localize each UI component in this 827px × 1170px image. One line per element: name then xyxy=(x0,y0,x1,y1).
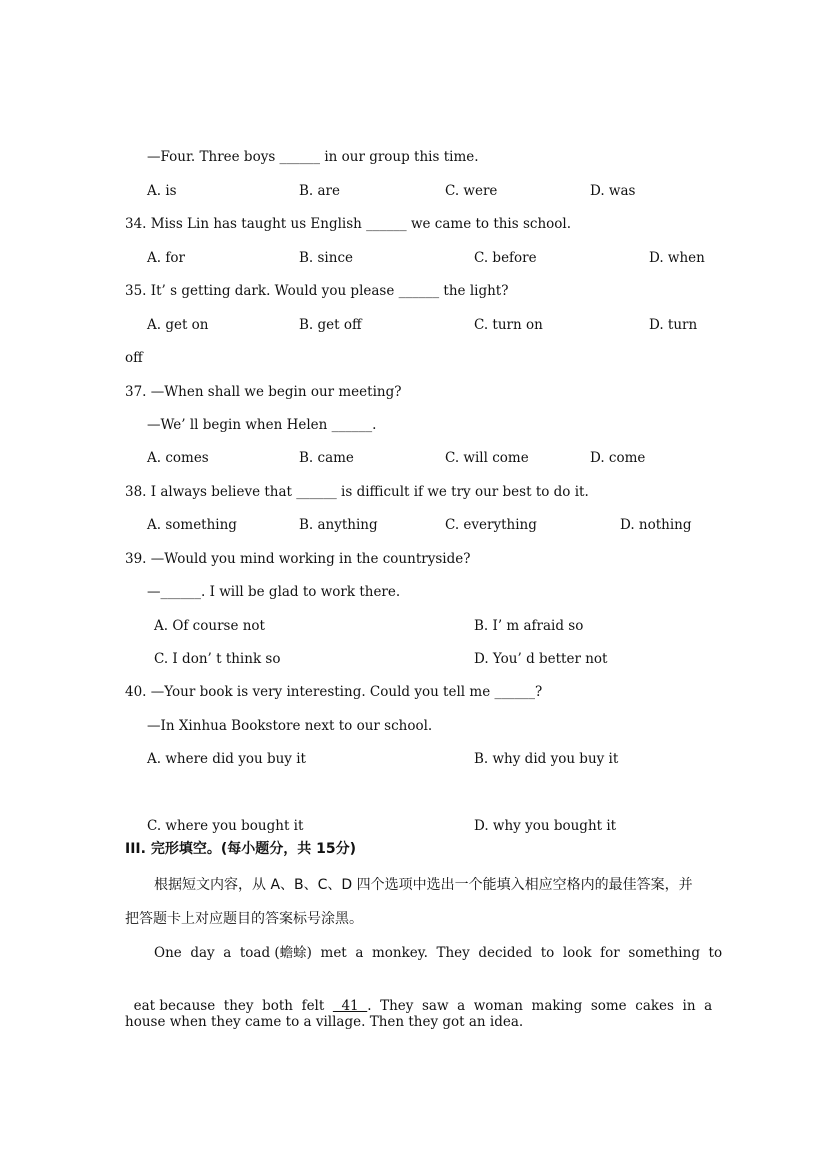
q34-option-d: D. when xyxy=(649,250,705,266)
q40-option-a: A. where did you buy it xyxy=(147,751,306,767)
q37-option-d: D. come xyxy=(590,450,646,466)
q38-option-d: D. nothing xyxy=(620,517,692,533)
q38-option-c: C. everything xyxy=(445,517,537,533)
q35-option-d: D. turn xyxy=(649,317,698,333)
instruction-line-1: 根据短文内容，从 A、B、C、D 四个选项中选出一个能填入相应空格内的最佳答案，并 xyxy=(154,877,693,893)
passage-line-3: house when they came to a village. Then they got an idea. xyxy=(125,1014,524,1030)
q33-option-c: C. were xyxy=(445,183,498,199)
q35-option-a: A. get on xyxy=(147,317,209,333)
q39-option-d: D. You’ d better not xyxy=(474,651,608,667)
q39-option-b: B. I’ m afraid so xyxy=(474,618,584,634)
q38-option-b: B. anything xyxy=(299,517,378,533)
q37-answer-line: —We’ ll begin when Helen ______. xyxy=(147,417,377,433)
q34-option-a: A. for xyxy=(147,250,185,266)
q40-option-d: D. why you bought it xyxy=(474,818,617,834)
q34-option-b: B. since xyxy=(299,250,353,266)
q38-option-a: A. something xyxy=(147,517,237,533)
passage-line-1: One day a toad (蟾蜍) met a monkey. They decided to look for something to xyxy=(154,945,723,961)
q37-option-a: A. comes xyxy=(147,450,209,466)
instruction-line-2: 把答题卡上对应题目的答案标号涂黑。 xyxy=(125,911,363,927)
section-heading: III. 完形填空。(每小题分，共 15分) xyxy=(125,841,356,857)
passage-line-2-after: . They saw a woman making some cakes in a xyxy=(367,998,713,1014)
q35-stem: 35. It’ s getting dark. Would you please ______ the light? xyxy=(125,283,509,299)
passage-line-2 xyxy=(125,979,712,1015)
q39-answer-line: —______. I will be glad to work there. xyxy=(147,584,401,600)
q35-option-d-wrap: off xyxy=(125,350,143,366)
q40-stem: 40. —Your book is very interesting. Could you tell me ______? xyxy=(125,684,543,700)
q33-option-b: B. are xyxy=(299,183,340,199)
q34-option-c: C. before xyxy=(474,250,537,266)
q37-option-b: B. came xyxy=(299,450,354,466)
q37-stem: 37. —When shall we begin our meeting? xyxy=(125,384,402,400)
blank-41: 41 xyxy=(332,998,368,1014)
q40-option-b: B. why did you buy it xyxy=(474,751,619,767)
q37-option-c: C. will come xyxy=(445,450,529,466)
q35-option-c: C. turn on xyxy=(474,317,543,333)
q39-stem: 39. —Would you mind working in the countryside? xyxy=(125,551,471,567)
q39-option-c: C. I don’ t think so xyxy=(154,651,281,667)
q35-option-b: B. get off xyxy=(299,317,362,333)
passage-line-2-before: eat because they both felt xyxy=(133,998,333,1014)
q38-stem: 38. I always believe that ______ is difficult if we try our best to do it. xyxy=(125,484,589,500)
q39-option-a: A. Of course not xyxy=(154,618,265,634)
q34-stem: 34. Miss Lin has taught us English ______ we came to this school. xyxy=(125,216,572,232)
q33-option-a: A. is xyxy=(147,183,177,199)
q40-option-c: C. where you bought it xyxy=(147,818,304,834)
q33-answer-line: —Four. Three boys ______ in our group this time. xyxy=(147,149,479,165)
q40-answer-line: —In Xinhua Bookstore next to our school. xyxy=(147,718,433,734)
q33-option-d: D. was xyxy=(590,183,636,199)
